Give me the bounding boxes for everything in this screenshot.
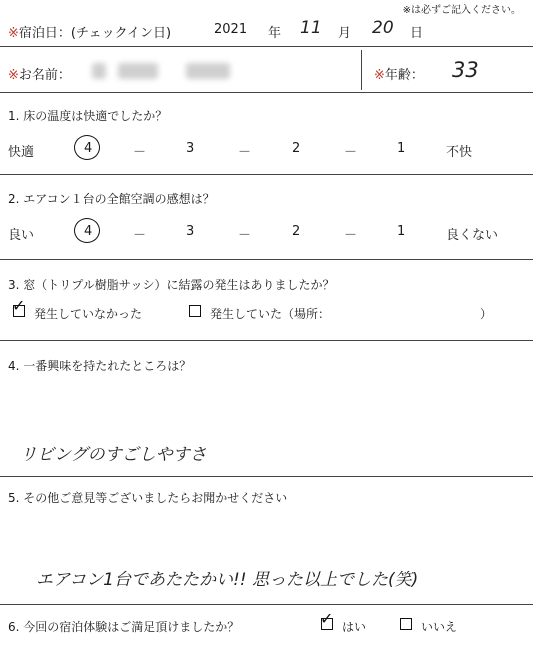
redacted-name — [92, 63, 106, 79]
q6-no-checkbox[interactable] — [400, 618, 412, 630]
q2-dash: － — [344, 228, 358, 243]
q2-left-label: 良い — [8, 228, 35, 243]
age-value: 33 — [452, 58, 479, 82]
required-marker: ※ — [8, 68, 19, 83]
q2-title: 2. エアコン１台の全館空調の感想は？ — [8, 192, 215, 206]
q1-option-2[interactable]: 2 — [292, 141, 301, 156]
q5-title: 5. その他ご意見等ございましたらお聞かせください — [8, 491, 288, 505]
q3-title: 3. 窓（トリプル樹脂サッシ）に結露の発生はありましたか？ — [8, 278, 335, 292]
q6-yes-label: はい — [342, 620, 367, 634]
q1-selected-circle — [74, 135, 100, 160]
q1-option-1[interactable]: 1 — [397, 141, 406, 156]
divider — [0, 476, 533, 477]
check-icon: ✓ — [320, 609, 334, 628]
q2-option-1[interactable]: 1 — [397, 224, 406, 239]
q3-option2-close: ） — [480, 307, 493, 321]
q5-answer: エアコン1台であたたかい!! 思った以上でした(笑) — [36, 570, 419, 590]
required-marker: ※ — [8, 26, 19, 41]
divider — [0, 259, 533, 260]
redacted-name — [186, 63, 230, 79]
q2-selected-circle — [74, 218, 100, 243]
checkin-year: 2021 — [214, 22, 248, 37]
q4-title: 4. 一番興味を持たれたところは？ — [8, 359, 192, 373]
q1-dash: － — [344, 145, 358, 160]
name-label: お名前： — [18, 68, 71, 83]
q1-left-label: 快適 — [8, 145, 35, 160]
q1-option-4[interactable]: 4 — [84, 141, 93, 156]
checkin-day-unit: 日 — [410, 26, 424, 41]
divider — [0, 340, 533, 341]
checkin-month-unit: 月 — [338, 26, 352, 41]
q2-option-2[interactable]: 2 — [292, 224, 301, 239]
q6-title: 6. 今回の宿泊体験はご満足頂けましたか？ — [8, 620, 240, 634]
checkin-label: 宿泊日：(チェックイン日) — [18, 26, 172, 41]
q2-option-3[interactable]: 3 — [186, 224, 195, 239]
required-note: ※は必ずご記入ください。 — [402, 5, 521, 16]
q3-option2-label: 発生していた（場所： — [210, 307, 331, 321]
divider — [361, 50, 362, 90]
checkin-row — [8, 22, 171, 41]
checkin-year-unit: 年 — [268, 26, 282, 41]
q4-answer: リビングのすごしやすさ — [20, 445, 207, 465]
q1-dash: － — [238, 145, 252, 160]
q2-option-4[interactable]: 4 — [84, 224, 93, 239]
divider — [0, 92, 533, 93]
name-row — [8, 64, 71, 83]
q6-no-label: いいえ — [421, 620, 458, 634]
q1-dash: － — [133, 145, 147, 160]
redacted-name — [118, 63, 158, 79]
checkin-day-value: 20 — [372, 18, 394, 38]
q1-option-3[interactable]: 3 — [186, 141, 195, 156]
divider — [0, 604, 533, 605]
q3-option2-checkbox[interactable] — [189, 305, 201, 317]
divider — [0, 46, 533, 47]
checkin-month-value: 11 — [300, 18, 322, 38]
divider — [0, 174, 533, 175]
age-row — [374, 64, 424, 83]
q2-dash: － — [133, 228, 147, 243]
check-icon: ✓ — [12, 296, 26, 315]
age-label: 年齢： — [384, 68, 424, 83]
q1-title: 1. 床の温度は快適でしたか？ — [8, 109, 168, 123]
q1-right-label: 不快 — [446, 145, 473, 160]
q3-option1-label: 発生していなかった — [34, 307, 143, 321]
q2-dash: － — [238, 228, 252, 243]
required-marker: ※ — [374, 68, 385, 83]
q2-right-label: 良くない — [446, 228, 499, 243]
